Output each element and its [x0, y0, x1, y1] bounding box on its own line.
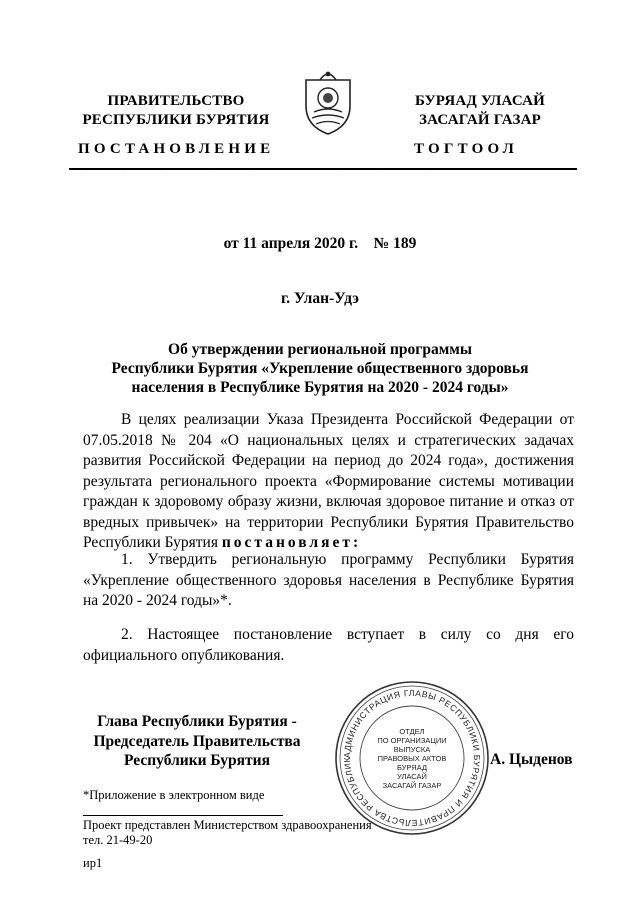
stamp-center — [330, 676, 494, 840]
clause-2: 2. Настоящее постановление вступает в силу со дня его официального опубликования. — [83, 626, 574, 664]
org-name-bua-line1: БУРЯАД УЛАСАЙ — [414, 93, 546, 109]
stamp-line: ОТДЕЛ — [399, 726, 425, 736]
signatory-title — [82, 712, 312, 771]
preamble-paragraph — [83, 410, 574, 554]
title-line-1: Об утверждении региональной программы — [168, 341, 472, 358]
doc-type-ru: ПОСТАНОВЛЕНИЕ — [78, 141, 275, 157]
footer-divider — [83, 815, 283, 816]
stamp-line: ЗАСАГАЙ ГАЗАР — [382, 780, 442, 790]
doc-type-bua: ТОГТООЛ — [414, 141, 518, 157]
title-line-3: населения в Республике Бурятия на 2020 - 2024 годы» — [131, 379, 509, 396]
stamp-line: ПО ОРГАНИЗАЦИИ — [377, 735, 447, 745]
document-title — [0, 340, 640, 397]
signatory-role-line2: Председатель Правительства — [93, 732, 301, 750]
preamble-text: В целях реализации Указа Президента Российской Федерации от 07.05.2018 № 204 «О национальных целях и стратегических задачах развития Российской Федерации на период до 2024 года», достижения результата регионального проекта «Формирование системы мотивации граждан к здоровому образу жизни, включая здоровое питание и отказ от вредных привычек» на территории Республики Бурятия Правительство Республики Бурятия — [83, 411, 574, 551]
stamp-line: БУРЯАД — [396, 762, 428, 772]
official-stamp — [330, 676, 494, 840]
contact-phone: тел. 21-49-20 — [83, 833, 153, 847]
stamp-line: УЛАСАЙ — [397, 771, 427, 781]
dotted-guide: ········· — [80, 172, 467, 178]
signatory-name: А. Цыденов — [490, 751, 573, 768]
header-left-block — [60, 92, 292, 130]
org-name-ru-line1: ПРАВИТЕЛЬСТВО — [107, 93, 245, 109]
stamp-line: ПРАВОВЫХ АКТОВ — [377, 753, 447, 763]
signatory-role-line1: Глава Республики Бурятия - — [97, 713, 297, 730]
org-name-ru-line2: РЕСПУБЛИКИ БУРЯТИЯ — [82, 112, 270, 128]
stamp-line: ВЫПУСКА — [393, 744, 431, 754]
date-and-number: от 11 апреля 2020 г. № 189 — [223, 235, 417, 252]
appendix-note: *Приложение в электронном виде — [83, 788, 265, 802]
org-name-bua-line2: ЗАСАГАЙ ГАЗАР — [419, 112, 541, 128]
clause-1: 1. Утвердить региональную программу Республики Бурятия «Укрепление общественного здоровья населения в Республике Бурятия на 2020 - 2024 годы»*. — [83, 551, 574, 609]
prepared-by: Проект представлен Министерством здравоохранения — [83, 818, 372, 832]
coat-of-arms-emblem-icon — [300, 66, 356, 136]
executor-initials: ир1 — [83, 856, 103, 870]
signatory-role-line3: Республики Бурятия — [124, 752, 270, 769]
title-line-2: Республики Бурятия «Укрепление общественного здоровья — [111, 360, 529, 377]
resolves-word: постановляет: — [221, 534, 362, 551]
header-divider — [69, 168, 577, 170]
stamp-ring-text: АДМИНИСТРАЦИЯ ГЛАВЫ РЕСПУБЛИКИ БУРЯТИЯ И ПРАВИТЕЛЬСТВА РЕСПУБЛИК — [341, 687, 483, 829]
city: г. Улан-Удэ — [280, 290, 359, 307]
header-right-block — [380, 92, 580, 130]
